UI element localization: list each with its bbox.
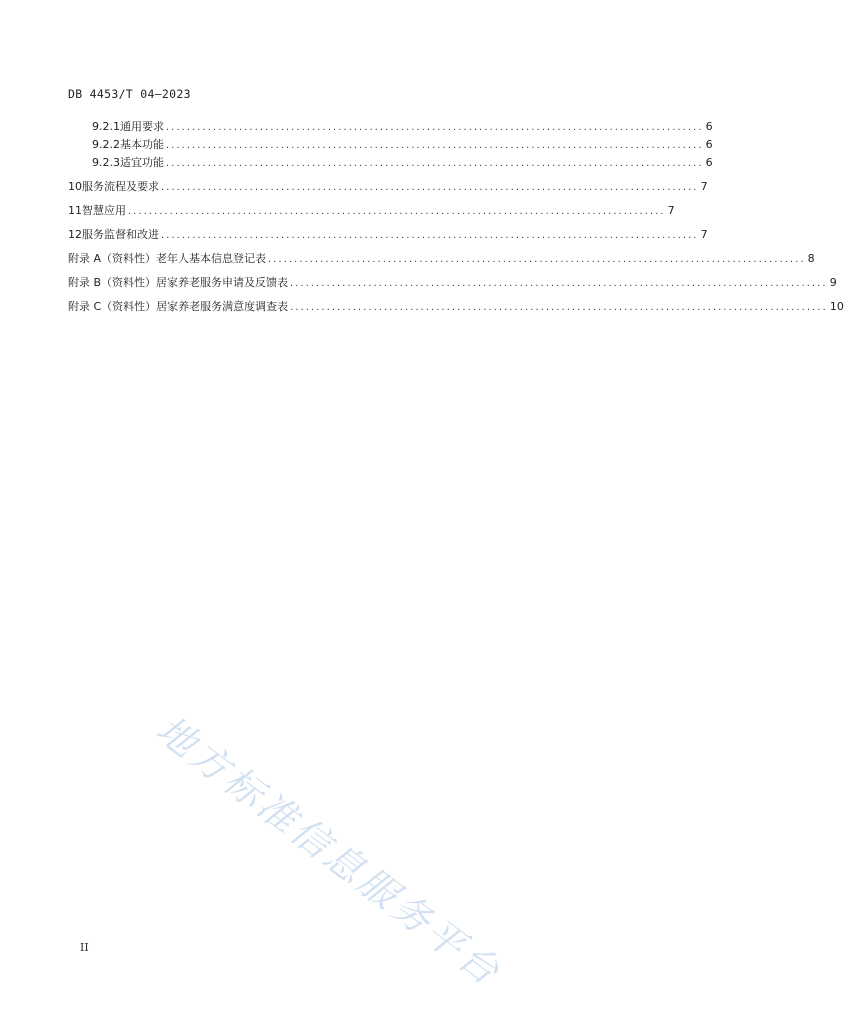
toc-title: 服务流程及要求 bbox=[82, 180, 159, 193]
toc-leader: ....................................................................................................... bbox=[166, 122, 704, 133]
toc-entry-12[interactable] bbox=[68, 226, 708, 242]
toc-leader: ....................................................................................................... bbox=[161, 230, 699, 241]
toc-entry-9-2-3[interactable] bbox=[68, 154, 713, 170]
toc-leader: ....................................................................................................... bbox=[268, 254, 806, 265]
toc-leader: ....................................................................................................... bbox=[166, 158, 704, 169]
toc-number: 11 bbox=[68, 204, 82, 217]
toc-page: 10 bbox=[829, 300, 844, 313]
standard-code: DB 4453/T 04—2023 bbox=[68, 87, 191, 101]
toc-title: 居家养老服务满意度调查表 bbox=[156, 300, 289, 313]
toc-entry-appendix-b[interactable] bbox=[68, 274, 837, 290]
toc-leader: ....................................................................................................... bbox=[161, 182, 699, 193]
page-number: II bbox=[80, 941, 89, 954]
toc-title: 基本功能 bbox=[120, 138, 164, 151]
toc-entry-10[interactable] bbox=[68, 178, 708, 194]
toc-title: 服务监督和改进 bbox=[82, 228, 159, 241]
toc-leader: ....................................................................................................... bbox=[290, 302, 828, 313]
toc-title: 智慧应用 bbox=[82, 204, 126, 217]
toc-title: 老年人基本信息登记表 bbox=[156, 252, 267, 265]
toc-title: 居家养老服务申请及反馈表 bbox=[156, 276, 289, 289]
toc-number: 附录 C（资料性） bbox=[68, 300, 157, 313]
toc-number: 附录 B（资料性） bbox=[68, 276, 157, 289]
toc-page: 7 bbox=[700, 228, 708, 241]
toc-entry-9-2-2[interactable] bbox=[68, 136, 713, 152]
toc-entry-appendix-c[interactable] bbox=[68, 298, 844, 314]
toc-number: 附录 A（资料性） bbox=[68, 252, 157, 265]
toc-entry-11[interactable] bbox=[68, 202, 675, 218]
toc-leader: ....................................................................................................... bbox=[290, 278, 828, 289]
toc-leader: ....................................................................................................... bbox=[166, 140, 704, 151]
toc-page: 6 bbox=[705, 156, 713, 169]
toc-page: 9 bbox=[829, 276, 837, 289]
toc-leader: ....................................................................................................... bbox=[128, 206, 666, 217]
toc-title: 通用要求 bbox=[120, 120, 164, 133]
toc-page: 7 bbox=[667, 204, 675, 217]
toc-number: 9.2.3 bbox=[92, 156, 120, 169]
toc-page: 8 bbox=[807, 252, 815, 265]
watermark-text: 地方标准信息服务平台 bbox=[148, 707, 511, 996]
toc-number: 10 bbox=[68, 180, 82, 193]
toc-entry-appendix-a[interactable] bbox=[68, 250, 815, 266]
toc-page: 7 bbox=[700, 180, 708, 193]
toc-page: 6 bbox=[705, 138, 713, 151]
toc-entry-9-2-1[interactable] bbox=[68, 118, 713, 134]
toc-page: 6 bbox=[705, 120, 713, 133]
toc-number: 9.2.2 bbox=[92, 138, 120, 151]
toc-title: 适宜功能 bbox=[120, 156, 164, 169]
toc-number: 12 bbox=[68, 228, 82, 241]
toc-number: 9.2.1 bbox=[92, 120, 120, 133]
